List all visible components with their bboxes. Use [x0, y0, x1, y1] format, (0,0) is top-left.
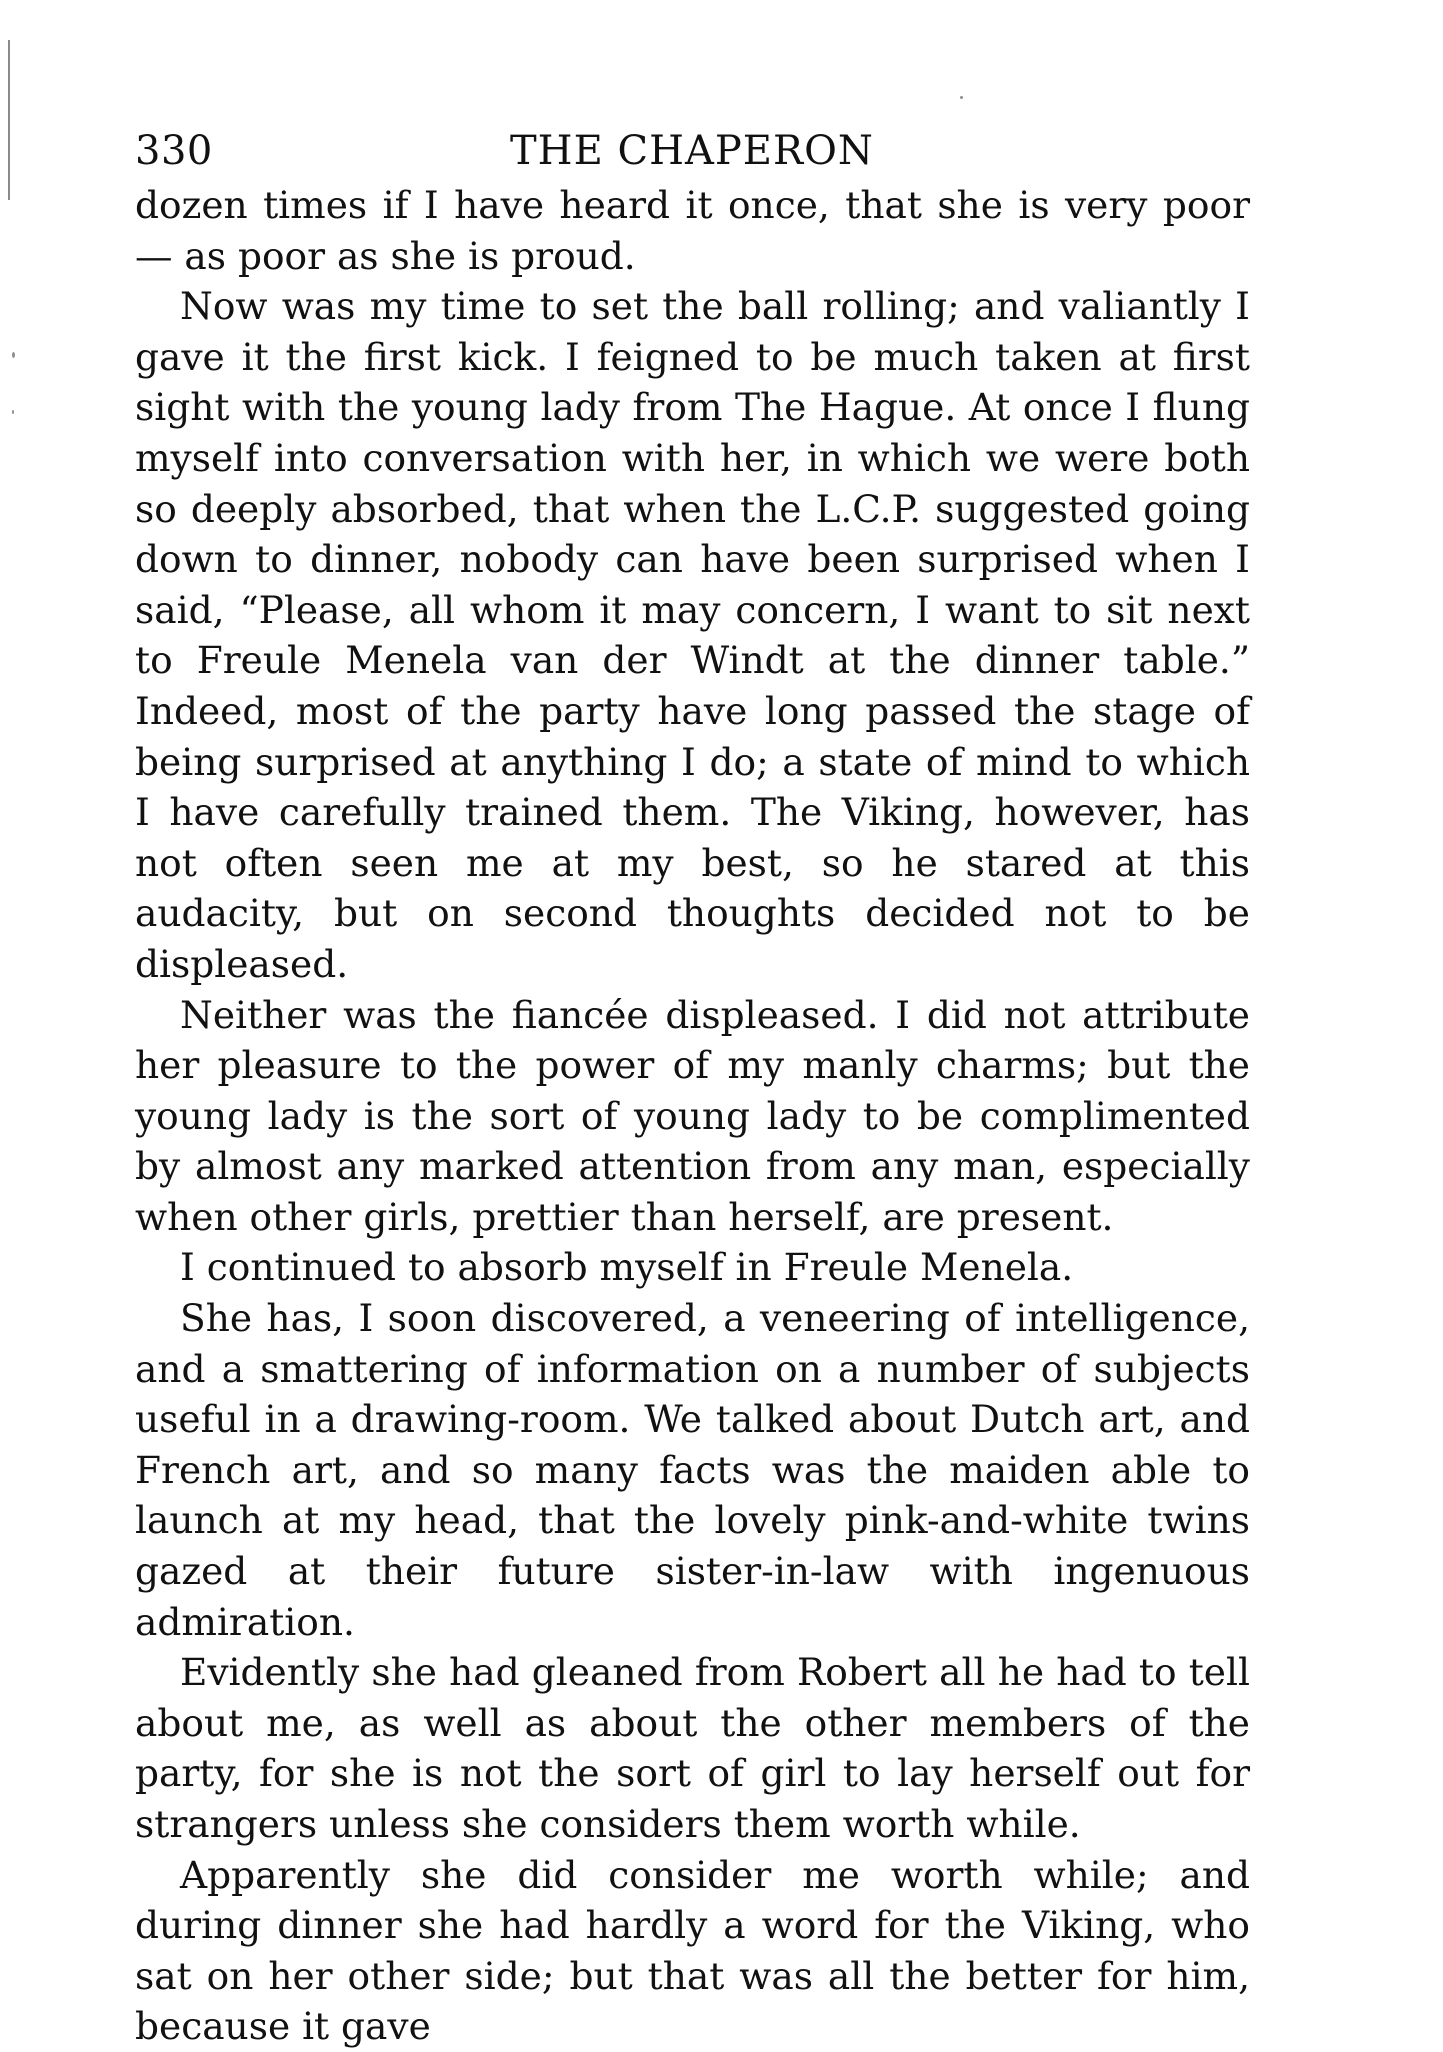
scan-speck — [12, 410, 14, 414]
body-text — [135, 180, 1250, 2052]
page-number: 330 — [135, 128, 213, 174]
paragraph: I continued to absorb myself in Freule Menela. — [180, 1245, 1074, 1290]
paragraph: She has, I soon discovered, a veneering of intelligence, and a smattering of information on a number of subjects useful in a drawing-room. We talked about Dutch art, and French art, and so many facts was the maiden able to launch at my head, that the lovely pink-and-white twins gazed at their future sister-in-law with ingenuous admiration. — [135, 1296, 1250, 1644]
book-page — [135, 128, 1250, 2052]
paragraph: Apparently she did consider me worth while; and during dinner she had hardly a word for the Viking, who sat on her other side; but that was all the better for him, because it gave — [135, 1852, 1250, 2049]
paragraph: Evidently she had gleaned from Robert all he had to tell about me, as well as about the other members of the party, for she is not the sort of girl to lay herself out for strangers unless she considers them worth while. — [135, 1650, 1250, 1846]
paragraph: Neither was the fiancée displeased. I did not attribute her pleasure to the power of my manly charms; but the young lady is the sort of young lady to be complimented by almost any marked attention from any man, especially when other girls, prettier than herself, are present. — [135, 992, 1250, 1239]
scan-speck — [12, 352, 15, 358]
running-head — [135, 128, 1250, 178]
paragraph-continued: dozen times if I have heard it once, that she is very poor — as poor as she is proud. — [135, 183, 1250, 278]
running-title: THE CHAPERON — [510, 128, 874, 174]
paragraph: Now was my time to set the ball rolling; and valiantly I gave it the first kick. I feigned to be much taken at first sight with the young lady from The Hague. At once I flung myself into conversation with her, in which we were both so deeply absorbed, that when the L.C.P. suggested going down to dinner, nobody can have been surprised when I said, “Please, all whom it may concern, I want to sit next to Freule Menela van der Windt at the dinner table.” Indeed, most of the party have long passed the stage of being surprised at anything I do; a state of mind to which I have carefully trained them. The Viking, however, has not often seen me at my best, so he stared at this audacity, but on second thoughts decided not to be displeased. — [135, 284, 1250, 986]
scan-margin-edge — [8, 40, 10, 200]
scan-speck — [960, 96, 963, 99]
